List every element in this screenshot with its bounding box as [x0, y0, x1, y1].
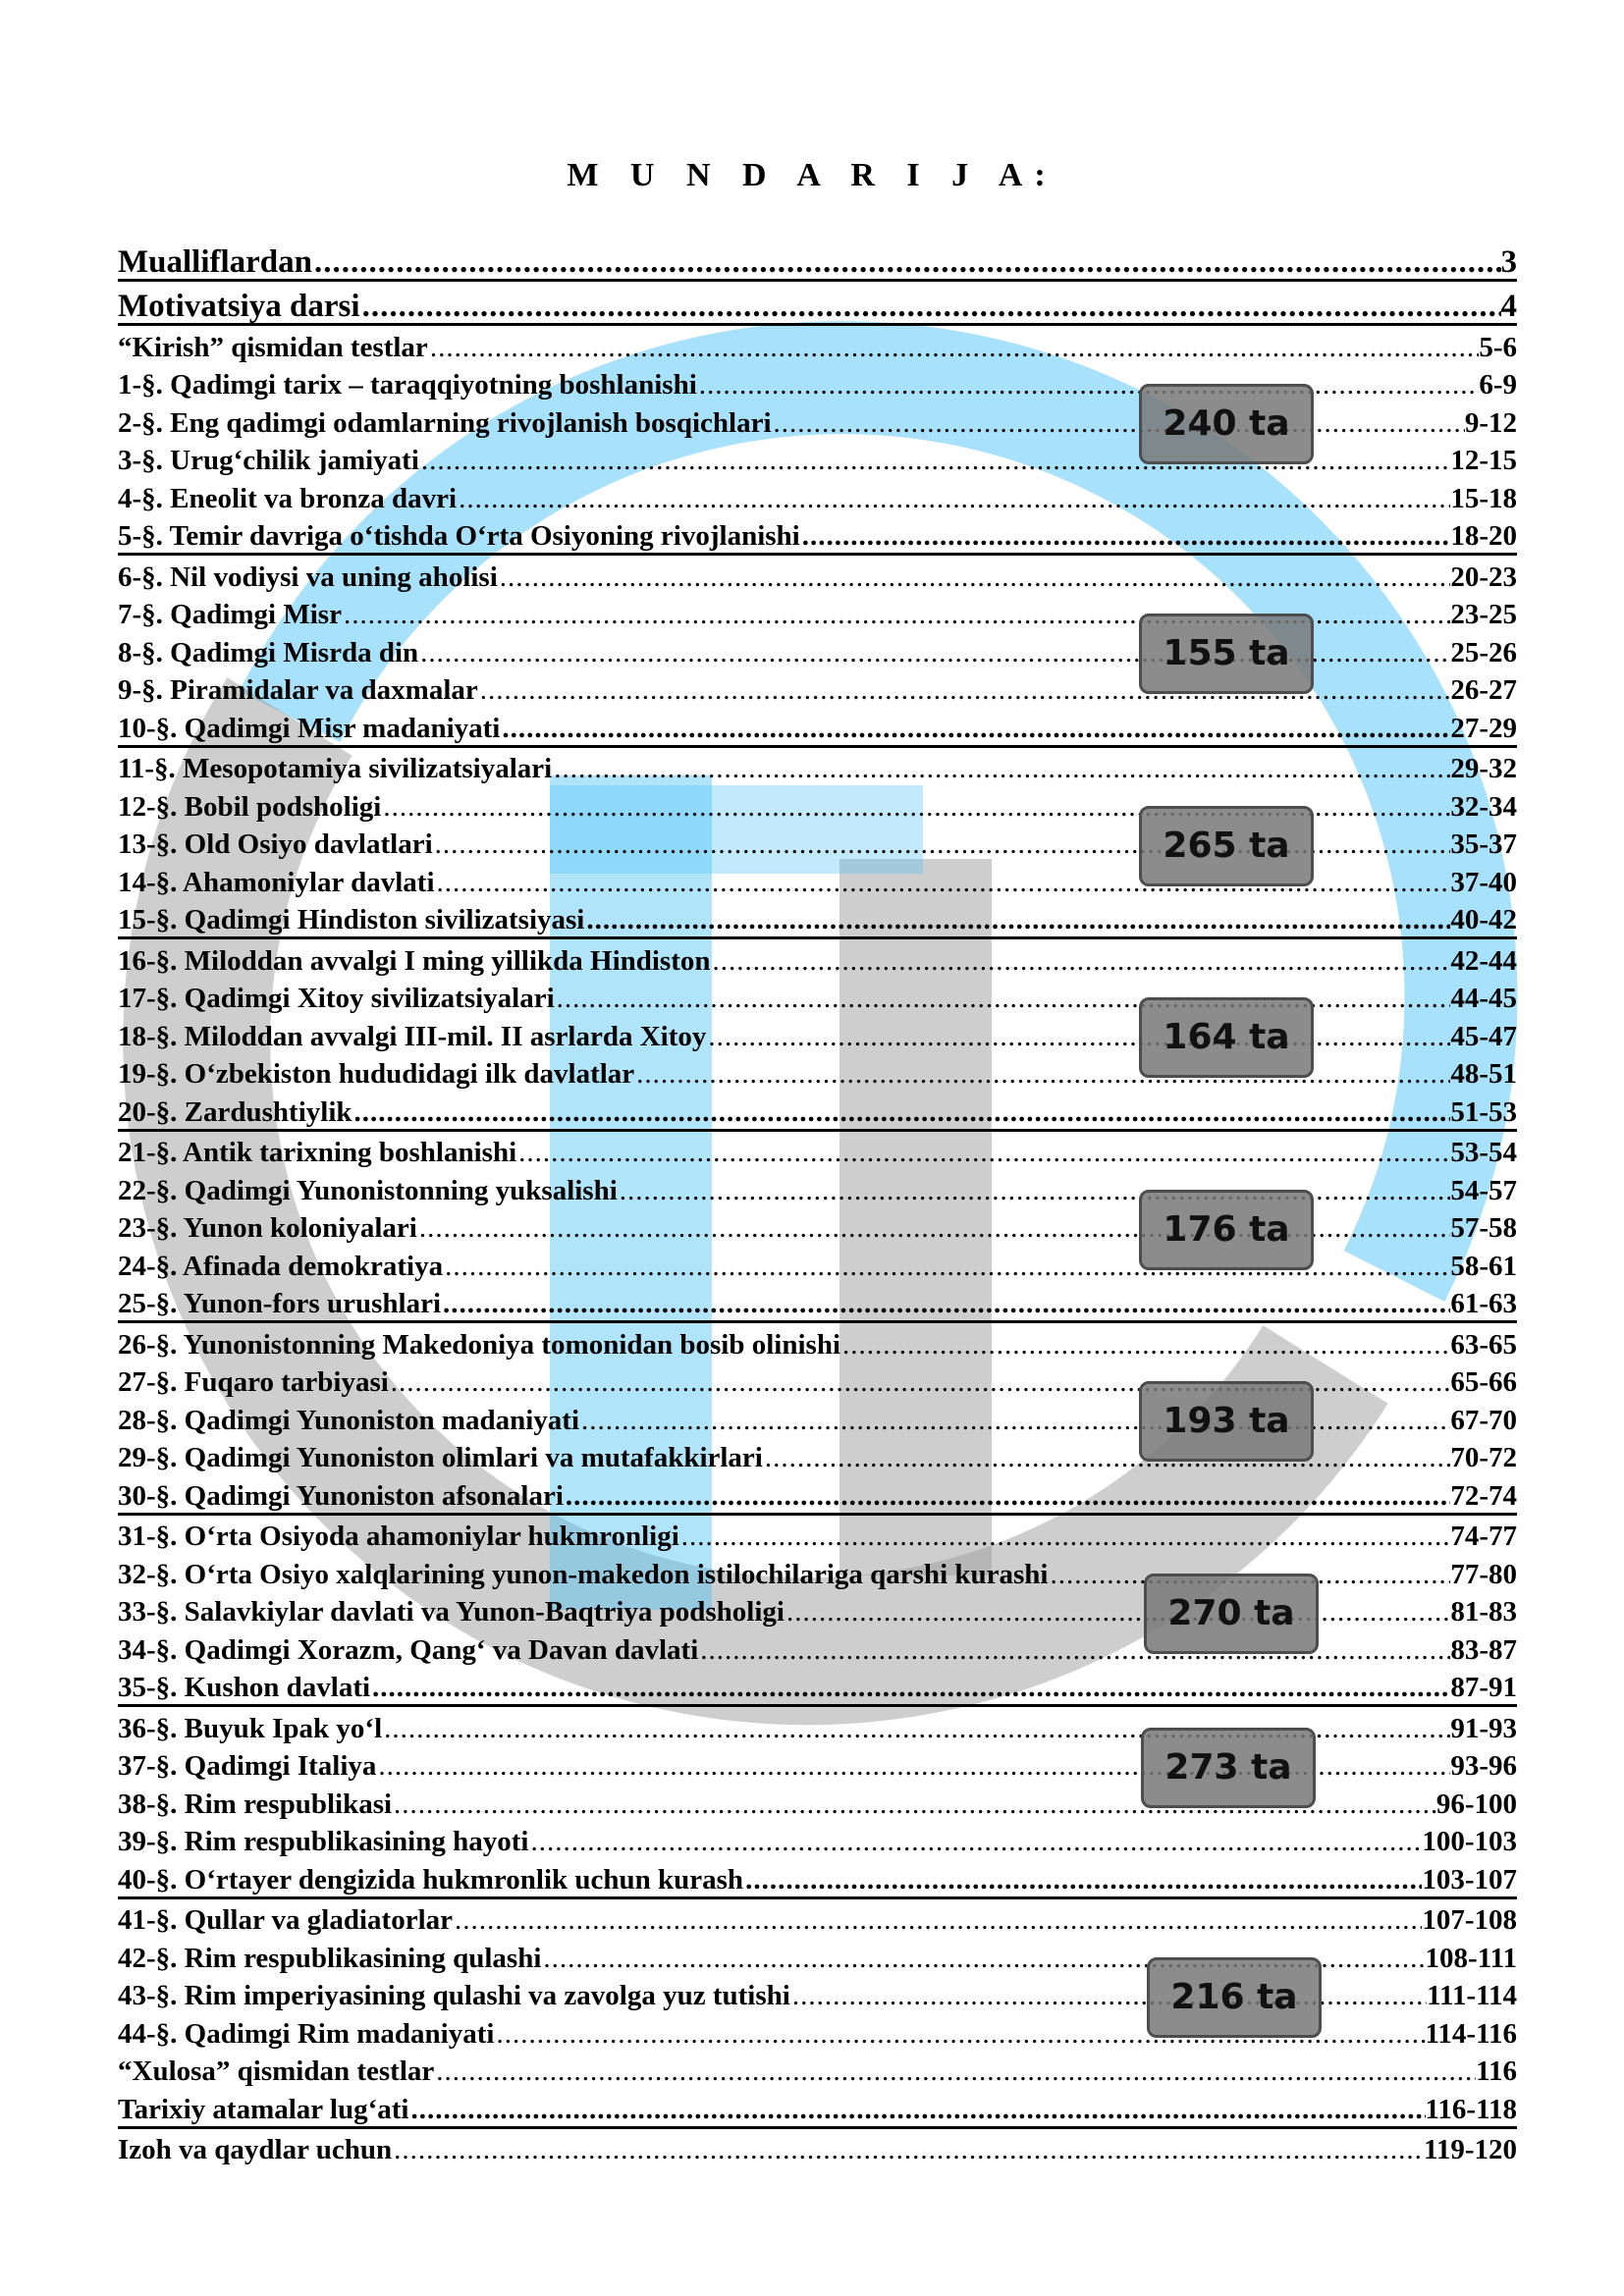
toc-entry-page: 15-18	[1450, 482, 1517, 514]
toc-entry-page: 37-40	[1450, 866, 1517, 898]
toc-leader-dots	[500, 712, 1450, 745]
toc-entry	[118, 748, 1517, 786]
toc-entry	[118, 1323, 1517, 1362]
toc-leader-dots	[370, 1671, 1450, 1704]
toc-entry-page: 6-9	[1479, 369, 1517, 400]
question-count-badge: 193 ta	[1139, 1381, 1314, 1462]
toc-leader-dots	[698, 1633, 1450, 1667]
toc-entry-title: 8-§. Qadimgi Misrda din	[118, 636, 419, 668]
toc-entry-page: 111-114	[1427, 1980, 1517, 2011]
toc-entry-title: 18-§. Miloddan avvalgi III-mil. II asrlarda Xitoy	[118, 1020, 707, 1052]
toc-leader-dots	[392, 2133, 1424, 2166]
toc-entry-title: 38-§. Rim respublikasi	[118, 1788, 393, 1820]
toc-entry-page: 116-118	[1425, 2093, 1517, 2125]
toc-entry-title: 36-§. Buyuk Ipak yo‘l	[118, 1712, 383, 1744]
toc-entry-page: 4	[1500, 289, 1517, 324]
toc-entry-page: 27-29	[1450, 712, 1517, 744]
toc-entry	[118, 515, 1517, 557]
toc-entry-page: 91-93	[1450, 1712, 1517, 1744]
toc-leader-dots	[634, 1057, 1450, 1091]
question-count-badge: 265 ta	[1139, 806, 1314, 886]
toc-entry-title: 41-§. Qullar va gladiatorlar	[118, 1904, 454, 1936]
toc-entry	[118, 1667, 1517, 1708]
toc-entry-page: 32-34	[1450, 790, 1517, 823]
toc-entry-title: 10-§. Qadimgi Misr madaniyati	[118, 712, 501, 744]
toc-leader-dots	[706, 1020, 1450, 1053]
toc-entry	[118, 1858, 1517, 1899]
toc-entry-page: 77-80	[1450, 1558, 1517, 1590]
toc-leader-dots	[679, 1520, 1451, 1553]
toc-entry-page: 53-54	[1450, 1137, 1517, 1168]
toc-entry-title: 21-§. Antik tarixning boshlanishi	[118, 1137, 517, 1168]
toc-entry-page: 67-70	[1450, 1404, 1517, 1436]
toc-entry-title: 31-§. O‘rta Osiyoda ahamoniylar hukmronligi	[118, 1521, 679, 1552]
toc-entry-page: 114-116	[1425, 2017, 1517, 2050]
toc-leader-dots	[555, 982, 1451, 1015]
toc-entry-page: 48-51	[1450, 1058, 1517, 1090]
toc-entry-title: 34-§. Qadimgi Xorazm, Qang‘ va Davan davlati	[118, 1633, 699, 1666]
toc-entry	[118, 556, 1517, 594]
toc-leader-dots	[360, 290, 1501, 323]
toc-leader-dots	[790, 1979, 1427, 2012]
toc-entry-title: 29-§. Qadimgi Yunoniston olimlari va mutafakkirlari	[118, 1442, 763, 1473]
toc-leader-dots	[453, 1903, 1422, 1937]
toc-entry-page: 40-42	[1450, 904, 1517, 935]
toc-entry-page: 26-27	[1450, 674, 1517, 706]
toc-entry-page: 29-32	[1450, 753, 1517, 784]
toc-entry-title: 37-§. Qadimgi Italiya	[118, 1750, 377, 1782]
toc-leader-dots	[352, 1095, 1451, 1129]
toc-leader-dots	[584, 903, 1450, 936]
toc-entry-title: 7-§. Qadimgi Misr	[118, 599, 342, 630]
toc-entry	[118, 238, 1517, 282]
toc-entry-page: 42-44	[1450, 944, 1517, 977]
toc-entry-page: 3	[1500, 244, 1517, 280]
toc-entry-title: 13-§. Old Osiyo davlatlari	[118, 828, 433, 860]
toc-entry-page: 18-20	[1450, 520, 1517, 552]
toc-entry-page: 51-53	[1450, 1095, 1517, 1128]
toc-entry-page: 12-15	[1450, 445, 1517, 476]
toc-entry-page: 45-47	[1450, 1020, 1517, 1052]
toc-entry-title: “Kirish” qismidan testlar	[118, 331, 428, 363]
toc-entry-page: 83-87	[1450, 1633, 1517, 1666]
toc-entry-title: Izoh va qaydlar uchun	[118, 2134, 393, 2165]
toc-entry-page: 9-12	[1464, 406, 1517, 439]
toc-entry-title: 24-§. Afinada demokratiya	[118, 1250, 444, 1282]
toc-entry-page: 65-66	[1450, 1366, 1517, 1398]
toc-leader-dots	[840, 1328, 1450, 1362]
toc-entry-page: 93-96	[1450, 1750, 1517, 1782]
toc-leader-dots	[312, 245, 1500, 279]
toc-entry-page: 72-74	[1450, 1479, 1517, 1512]
toc-entry	[118, 282, 1517, 326]
toc-entry-title: 42-§. Rim respublikasining qulashi	[118, 1942, 542, 1974]
toc-entry-title: 39-§. Rim respublikasining hayoti	[118, 1826, 529, 1857]
question-count-badge: 273 ta	[1141, 1728, 1316, 1808]
toc-entry-page: 96-100	[1435, 1788, 1517, 1820]
toc-entry-title: 27-§. Fuqaro tarbiyasi	[118, 1366, 389, 1398]
question-count-badge: 270 ta	[1144, 1574, 1319, 1654]
toc-entry	[118, 2129, 1517, 2167]
toc-leader-dots	[457, 482, 1450, 515]
toc-leader-dots	[785, 1595, 1450, 1629]
toc-entry-title: Tarixiy atamalar lug‘ati	[118, 2093, 409, 2125]
toc-leader-dots	[564, 1479, 1450, 1513]
toc-entry-page: 108-111	[1425, 1942, 1517, 1974]
toc-entry-title: 20-§. Zardushtiylik	[118, 1095, 352, 1128]
toc-entry-title: 30-§. Qadimgi Yunoniston afsonalari	[118, 1479, 564, 1512]
toc-entry-page: 116	[1476, 2056, 1517, 2087]
toc-entry	[118, 1474, 1517, 1516]
toc-entry-page: 23-25	[1450, 599, 1517, 630]
toc-leader-dots	[528, 1825, 1422, 1858]
question-count-badge: 240 ta	[1139, 384, 1314, 464]
toc-entry	[118, 899, 1517, 940]
toc-leader-dots	[618, 1174, 1451, 1207]
toc-entry-title: 23-§. Yunon koloniyalari	[118, 1212, 417, 1244]
toc-leader-dots	[711, 944, 1451, 978]
toc-entry-title: 1-§. Qadimgi tarix – taraqqiyotning boshlanishi	[118, 369, 697, 400]
toc-leader-dots	[579, 1404, 1450, 1437]
toc-entry	[118, 477, 1517, 515]
toc-entry-page: 58-61	[1450, 1250, 1517, 1282]
toc-leader-dots	[441, 1287, 1450, 1320]
toc-entry-title: 35-§. Kushon davlati	[118, 1672, 371, 1703]
toc-entry	[118, 1283, 1517, 1324]
toc-entry-title: Motivatsiya darsi	[118, 289, 360, 324]
toc-entry-page: 100-103	[1422, 1826, 1517, 1857]
toc-entry	[118, 939, 1517, 978]
toc-entry-title: 11-§. Mesopotamiya sivilizatsiyalari	[118, 753, 553, 784]
toc-entry	[118, 1899, 1517, 1938]
toc-entry-page: 5-6	[1479, 331, 1517, 363]
toc-entry-title: 4-§. Eneolit va bronza davri	[118, 482, 458, 514]
toc-entry-title: 19-§. O‘zbekiston hududidagi ilk davlatlar	[118, 1058, 635, 1090]
toc-entry-page: 81-83	[1450, 1596, 1517, 1628]
toc-entry-page: 107-108	[1422, 1904, 1517, 1936]
toc-entry	[118, 326, 1517, 364]
toc-entry-title: 28-§. Qadimgi Yunoniston madaniyati	[118, 1404, 580, 1436]
toc-entry-page: 119-120	[1423, 2134, 1517, 2165]
toc-entry-page: 103-107	[1422, 1863, 1517, 1896]
toc-entry-page: 54-57	[1450, 1174, 1517, 1206]
toc-leader-dots	[428, 331, 1480, 364]
toc-entry-page: 35-37	[1450, 828, 1517, 860]
toc-entry	[118, 1821, 1517, 1859]
toc-entry-title: 22-§. Qadimgi Yunonistonning yuksalishi	[118, 1174, 618, 1206]
toc-entry-title: 25-§. Yunon-fors urushlari	[118, 1288, 441, 1319]
toc-entry-title: Mualliflardan	[118, 244, 313, 280]
toc-leader-dots	[552, 752, 1450, 785]
question-count-badge: 176 ta	[1139, 1190, 1314, 1270]
question-count-badge: 155 ta	[1139, 614, 1314, 694]
toc-leader-dots	[516, 1136, 1450, 1169]
toc-entry-title: 5-§. Temir davriga o‘tishda O‘rta Osiyoning rivojlanishi	[118, 520, 800, 552]
toc-entry-title: 33-§. Salavkiylar davlati va Yunon-Baqtriya podsholigi	[118, 1596, 785, 1628]
page-title: M U N D A R I J A:	[567, 157, 1057, 193]
toc-entry-page: 25-26	[1450, 636, 1517, 668]
toc-entry-title: 2-§. Eng qadimgi odamlarning rivojlanish bosqichlari	[118, 406, 772, 439]
toc-entry-title: 40-§. O‘rtayer dengizida hukmronlik uchun kurash	[118, 1863, 744, 1896]
toc-entry-page: 70-72	[1450, 1442, 1517, 1473]
question-count-badge: 164 ta	[1139, 997, 1314, 1078]
toc-entry-page: 20-23	[1450, 561, 1517, 593]
toc-entry-title: 15-§. Qadimgi Hindiston sivilizatsiyasi	[118, 904, 585, 935]
toc-entry-title: 6-§. Nil vodiysi va uning aholisi	[118, 561, 498, 593]
toc-leader-dots	[743, 1863, 1422, 1896]
toc-leader-dots	[772, 406, 1465, 440]
toc-entry-title: 17-§. Qadimgi Xitoy sivilizatsiyalari	[118, 983, 555, 1014]
toc-entry-title: “Xulosa” qismidan testlar	[118, 2056, 435, 2087]
toc-entry-page: 61-63	[1450, 1288, 1517, 1319]
toc-leader-dots	[434, 2055, 1476, 2088]
toc-leader-dots	[763, 1441, 1450, 1474]
toc-entry-title: 9-§. Piramidalar va daxmalar	[118, 674, 478, 706]
toc-entry-page: 44-45	[1450, 983, 1517, 1014]
toc-entry	[118, 1132, 1517, 1170]
toc-entry	[118, 1091, 1517, 1132]
toc-entry	[118, 1516, 1517, 1554]
toc-entry-title: 3-§. Urug‘chilik jamiyati	[118, 445, 419, 476]
toc-entry-title: 43-§. Rim imperiyasining qulashi va zavolga yuz tutishi	[118, 1980, 790, 2011]
toc-entry	[118, 707, 1517, 748]
toc-leader-dots	[408, 2093, 1425, 2126]
toc-entry	[118, 2088, 1517, 2129]
toc-entry-title: 12-§. Bobil podsholigi	[118, 790, 382, 823]
toc-entry-title: 14-§. Ahamoniylar davlati	[118, 866, 435, 898]
toc-entry-page: 74-77	[1450, 1521, 1517, 1552]
toc-entry-page: 57-58	[1450, 1212, 1517, 1244]
toc-entry	[118, 2051, 1517, 2089]
toc-entry-title: 32-§. O‘rta Osiyo xalqlarining yunon-makedon istilochilariga qarshi kurashi	[118, 1558, 1049, 1590]
question-count-badge: 216 ta	[1147, 1957, 1322, 2038]
toc-leader-dots	[800, 519, 1451, 553]
toc-entry-page: 63-65	[1450, 1328, 1517, 1361]
toc-entry-page: 87-91	[1450, 1672, 1517, 1703]
toc-leader-dots	[697, 368, 1480, 401]
toc-entry-title: 26-§. Yunonistonning Makedoniya tomonidan bosib olinishi	[118, 1328, 841, 1361]
toc-entry-title: 16-§. Miloddan avvalgi I ming yillikda Hindiston	[118, 944, 711, 977]
toc-leader-dots	[498, 561, 1451, 594]
toc-entry-title: 44-§. Qadimgi Rim madaniyati	[118, 2017, 495, 2050]
